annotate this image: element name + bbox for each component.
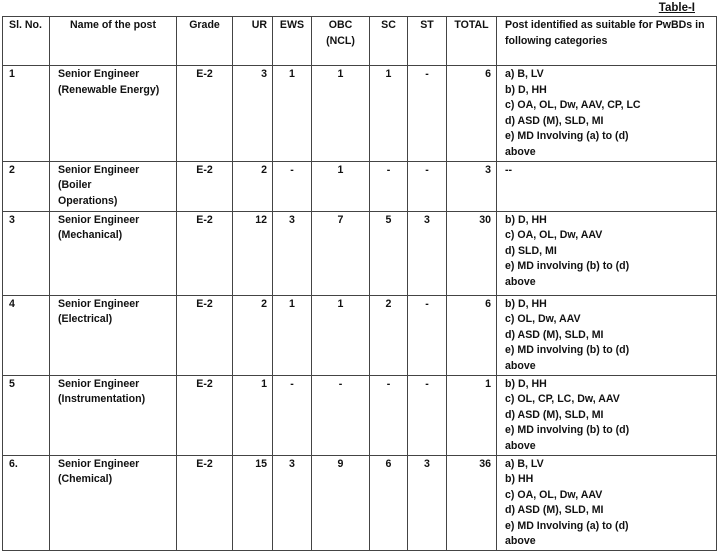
cell-post	[50, 66, 177, 162]
category-line: e) MD involving (b) to (d)	[505, 260, 630, 273]
cell-sc: 5	[370, 211, 408, 295]
table-label: Table-I	[658, 2, 695, 14]
category-line: above	[505, 145, 536, 158]
post-name-line: Operations)	[58, 194, 118, 207]
cell-sl: 3	[3, 211, 50, 295]
cell-ur: 1	[233, 375, 273, 455]
category-line: a) B, LV	[505, 68, 544, 80]
cell-post	[50, 375, 177, 455]
category-line: d) ASD (M), SLD, MI	[505, 114, 604, 127]
category-line: above	[505, 439, 536, 452]
category-line: c) OA, OL, Dw, AAV	[505, 229, 603, 242]
cell-categories	[497, 66, 717, 162]
header-categories: Post identified as suitable for PwBDs in following categories	[497, 17, 717, 66]
cell-st: 3	[408, 211, 447, 295]
post-name-line: (Instrumentation)	[58, 393, 146, 406]
cell-grade: E-2	[177, 295, 233, 375]
table-body	[3, 66, 717, 551]
cell-ews: -	[273, 161, 312, 211]
post-name-line: (Boiler	[58, 179, 92, 192]
post-name-line: (Renewable Energy)	[58, 83, 160, 96]
cell-st: -	[408, 66, 447, 162]
header-sc: SC	[370, 17, 408, 66]
category-line: b) D, HH	[505, 213, 547, 226]
category-line: --	[505, 163, 513, 176]
cell-ur: 2	[233, 295, 273, 375]
cell-total: 6	[447, 295, 497, 375]
post-name-line: Senior Engineer	[58, 457, 140, 470]
category-line: d) ASD (M), SLD, MI	[505, 408, 604, 421]
category-line: b) D, HH	[505, 83, 547, 96]
cell-ews: 3	[273, 211, 312, 295]
category-line: above	[505, 535, 536, 548]
category-line: d) ASD (M), SLD, MI	[505, 328, 604, 341]
cell-total: 1	[447, 375, 497, 455]
post-name-line: (Mechanical)	[58, 229, 123, 242]
category-line: e) MD Involving (a) to (d)	[505, 519, 629, 532]
cell-categories	[497, 161, 717, 211]
cell-sc: -	[370, 161, 408, 211]
category-line: c) OL, CP, LC, Dw, AAV	[505, 393, 620, 406]
cell-obc: -	[312, 375, 370, 455]
category-line: c) OL, Dw, AAV	[505, 313, 581, 326]
posts-table	[2, 16, 717, 551]
cell-post	[50, 455, 177, 551]
cell-obc: 1	[312, 295, 370, 375]
cell-ews: 3	[273, 455, 312, 551]
header-row	[3, 17, 717, 66]
cell-post	[50, 161, 177, 211]
header-post: Name of the post	[50, 17, 177, 66]
table-row	[3, 295, 717, 375]
header-obc: OBC (NCL)	[312, 17, 370, 66]
category-line: e) MD involving (b) to (d)	[505, 424, 630, 437]
cell-grade: E-2	[177, 161, 233, 211]
header-st: ST	[408, 17, 447, 66]
cell-ews: 1	[273, 295, 312, 375]
cell-ews: -	[273, 375, 312, 455]
cell-st: -	[408, 375, 447, 455]
category-line: b) D, HH	[505, 377, 547, 390]
cell-sl: 6.	[3, 455, 50, 551]
cell-ur: 3	[233, 66, 273, 162]
category-line: above	[505, 275, 536, 288]
cell-obc: 1	[312, 66, 370, 162]
cell-ur: 2	[233, 161, 273, 211]
cell-total: 6	[447, 66, 497, 162]
cell-ur: 12	[233, 211, 273, 295]
cell-grade: E-2	[177, 211, 233, 295]
cell-total: 30	[447, 211, 497, 295]
post-name-line: (Chemical)	[58, 473, 113, 486]
header-total: TOTAL	[447, 17, 497, 66]
cell-total: 3	[447, 161, 497, 211]
cell-sl: 4	[3, 295, 50, 375]
category-line: a) B, LV	[505, 457, 544, 470]
table-row	[3, 375, 717, 455]
post-name-line: Senior Engineer	[58, 163, 140, 176]
category-line: b) D, HH	[505, 297, 547, 310]
table-row	[3, 455, 717, 551]
cell-grade: E-2	[177, 375, 233, 455]
cell-obc: 7	[312, 211, 370, 295]
cell-total: 36	[447, 455, 497, 551]
category-line: above	[505, 359, 536, 372]
cell-post	[50, 211, 177, 295]
post-name-line: (Electrical)	[58, 313, 113, 326]
category-line: d) ASD (M), SLD, MI	[505, 504, 604, 517]
cell-obc: 1	[312, 161, 370, 211]
cell-categories	[497, 295, 717, 375]
cell-sc: 6	[370, 455, 408, 551]
cell-grade: E-2	[177, 66, 233, 162]
post-name-line: Senior Engineer	[58, 377, 140, 390]
cell-post	[50, 295, 177, 375]
header-ur: UR	[233, 17, 273, 66]
category-line: b) HH	[505, 473, 534, 486]
cell-sl: 5	[3, 375, 50, 455]
category-line: e) MD Involving (a) to (d)	[505, 130, 629, 143]
category-line: e) MD involving (b) to (d)	[505, 344, 630, 357]
cell-sc: -	[370, 375, 408, 455]
cell-ews: 1	[273, 66, 312, 162]
cell-grade: E-2	[177, 455, 233, 551]
table-row	[3, 211, 717, 295]
table-row	[3, 66, 717, 162]
cell-st: -	[408, 295, 447, 375]
post-name-line: Senior Engineer	[58, 68, 140, 80]
cell-sl: 2	[3, 161, 50, 211]
cell-categories	[497, 211, 717, 295]
cell-sc: 1	[370, 66, 408, 162]
header-sl: Sl. No.	[3, 17, 50, 66]
category-line: c) OA, OL, Dw, AAV	[505, 488, 603, 501]
category-line: c) OA, OL, Dw, AAV, CP, LC	[505, 99, 641, 112]
post-name-line: Senior Engineer	[58, 297, 140, 310]
cell-sl: 1	[3, 66, 50, 162]
table-row	[3, 161, 717, 211]
header-ews: EWS	[273, 17, 312, 66]
category-line: d) SLD, MI	[505, 244, 557, 257]
cell-st: 3	[408, 455, 447, 551]
cell-obc: 9	[312, 455, 370, 551]
cell-st: -	[408, 161, 447, 211]
cell-sc: 2	[370, 295, 408, 375]
post-name-line: Senior Engineer	[58, 213, 140, 226]
header-grade: Grade	[177, 17, 233, 66]
cell-categories	[497, 375, 717, 455]
cell-categories	[497, 455, 717, 551]
cell-ur: 15	[233, 455, 273, 551]
